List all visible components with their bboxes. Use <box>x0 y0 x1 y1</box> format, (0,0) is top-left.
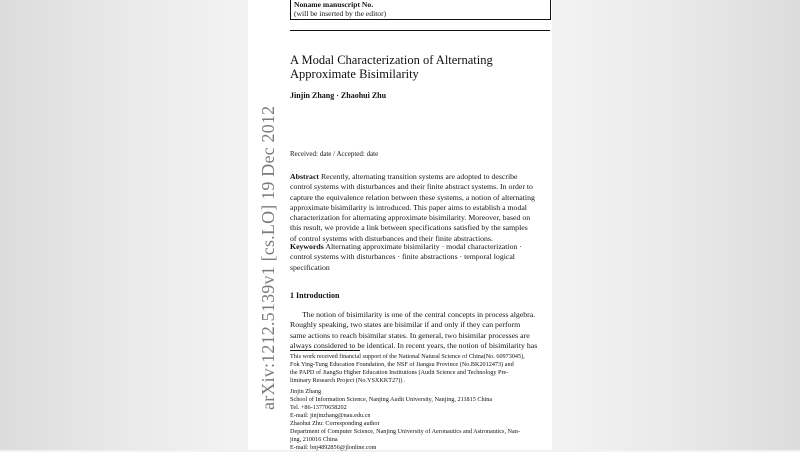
paper-title-line2: Approximate Bisimilarity <box>290 67 419 81</box>
footnote-line: the PAPD of JiangSu Higher Education Institutions (Audit Science and Technology Pre- <box>290 369 509 377</box>
footnote-rule <box>290 350 360 351</box>
paper-title-line1: A Modal Characterization of Alternating <box>290 53 493 67</box>
viewer-background-left <box>0 0 248 450</box>
abstract-label: Abstract <box>290 172 320 181</box>
keywords-line: specification <box>290 262 330 272</box>
paper-authors: Jinjin Zhang · Zhaohui Zhu <box>290 91 387 100</box>
abstract-line: this result, we provide a link between specifications satisfied by the samples <box>290 223 528 233</box>
paper-title <box>290 53 550 81</box>
footnote-line: liminary Research Project (No.YSXKKT27)) . <box>290 377 406 385</box>
viewer-background-right <box>552 0 800 450</box>
received-accepted: Received: date / Accepted: date <box>290 150 379 158</box>
keywords-label: Keywords <box>290 242 324 251</box>
abstract-line: Recently, alternating transition systems are adopted to describe <box>320 172 518 181</box>
affiliation-line: Zhaohui Zhu: Corresponding author <box>290 420 380 427</box>
manuscript-box <box>290 0 551 20</box>
funding-footnote <box>290 353 550 385</box>
affiliation-line: School of Information Science, Nanjing Audit University, Nanjing, 211815 China <box>290 395 493 403</box>
footnote-line: Fok Ying-Tung Education Foundation, the NSF of Jiangsu Province (No.BK2012473) and <box>290 361 514 369</box>
manuscript-note: (will be inserted by the editor) <box>294 9 387 18</box>
title-rule <box>290 30 550 31</box>
keywords-line: control systems with disturbances · finite abstractions · temporal logical <box>290 252 515 262</box>
author-affiliation-2 <box>290 420 550 452</box>
abstract-line: of control systems with disturbances and their finite abstractions. <box>290 233 493 243</box>
keywords <box>290 242 550 273</box>
affiliation-line: E-mail: jinjinzhang@nau.edu.cn <box>290 411 371 419</box>
intro-line: same actions to reach bisimilar states. In general, two bisimilar processes are <box>290 330 530 340</box>
abstract <box>290 172 550 244</box>
manuscript-number: Noname manuscript No. <box>294 0 374 9</box>
abstract-line: control systems with disturbances and their finite abstract systems. In order to <box>290 182 533 192</box>
section-heading-introduction: 1 Introduction <box>290 291 340 300</box>
affiliation-line: Tel. +86-13770658202 <box>290 403 347 411</box>
arxiv-stamp: arXiv:1212.5139v1 [cs.LO] 19 Dec 2012 <box>258 105 278 410</box>
affiliation-line: Jinjin Zhang <box>290 388 322 395</box>
intro-line: The notion of bisimilarity is one of the central concepts in process algebra. <box>302 310 536 319</box>
abstract-line: capture the equivalence relation between these systems, a notion of alternating <box>290 192 535 202</box>
affiliation-line: E-mail: bnj4892856@jlonline.com <box>290 443 377 451</box>
introduction-paragraph <box>290 310 550 351</box>
abstract-line: approximate bisimilarity is introduced. This paper aims to establish a modal <box>290 202 527 212</box>
intro-line: Roughly speaking, two states are bisimilar if and only if they can perform <box>290 320 521 330</box>
keywords-line: Alternating approximate bisimilarity · modal characterization · <box>325 242 522 251</box>
author-affiliation-1 <box>290 388 550 420</box>
affiliation-line: jing, 210016 China <box>290 435 338 443</box>
affiliation-line: Department of Computer Science, Nanjing University of Aeronautics and Astronautics, Nan- <box>290 427 520 435</box>
intro-line: always considered to be identical. In recent years, the notion of bisimilarity has <box>290 340 538 350</box>
abstract-line: characterization for alternating approximate bisimilarity. Moreover, based on <box>290 213 531 223</box>
footnote-line: This work received financial support of the National Natural Science of China(No. 60973045), <box>290 353 525 360</box>
